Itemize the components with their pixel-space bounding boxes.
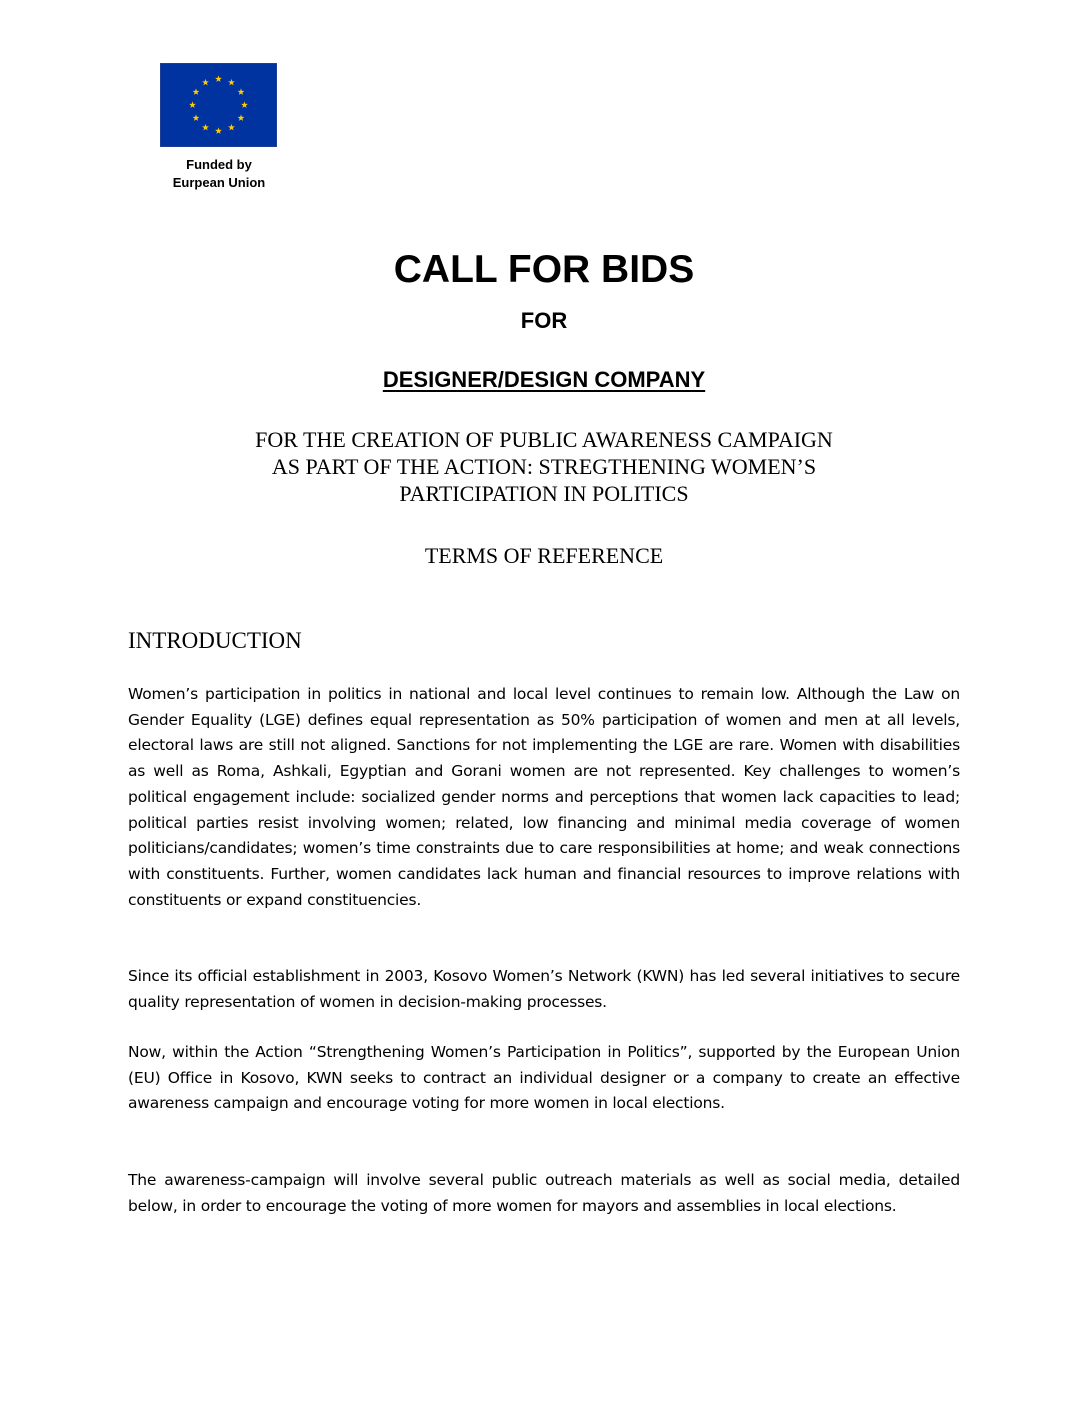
terms-of-reference-heading: TERMS OF REFERENCE xyxy=(424,543,664,568)
introduction-paragraph-2: Since its official establishment in 2003, Kosovo Women’s Network (KWN) has led several initiatives to secure quality representation of women in decision-making processes. xyxy=(128,967,960,1011)
eu-flag-icon xyxy=(160,63,277,147)
subtitle-line-1: FOR THE CREATION OF PUBLIC AWARENESS CAMPAIGN xyxy=(255,427,833,452)
introduction-paragraph-1: Women’s participation in politics in national and local level continues to remain low. Although the Law on Gender Equality (LGE) defines equal representation as 50% participation of women and men at all levels, electoral laws are still not aligned. Sanctions for not implementing the LGE are rare. Women with disabilities as well as Roma, Ashkali, Egyptian and Gorani women are not represented. Key challenges to women’s political engagement include: socialized gender norms and perceptions that women lack capacities to lead; political parties resist involving women; related, low financing and minimal media coverage of women politicians/candidates; women’s time constraints due to care responsibilities at home; and weak connections with constituents. Further, women candidates lack human and financial resources to improve relations with constituents or expand constituencies. xyxy=(128,685,960,909)
introduction-heading: INTRODUCTION xyxy=(128,628,302,653)
introduction-paragraph-3: Now, within the Action “Strengthening Women’s Participation in Politics”, supported by the European Union (EU) Office in Kosovo, KWN seeks to contract an individual designer or a company to create an effective awareness campaign and encourage voting for more women in local elections. xyxy=(128,1043,960,1113)
subtitle-line-3: PARTICIPATION IN POLITICS xyxy=(399,481,689,506)
designer-heading-text: DESIGNER/DESIGN COMPANY xyxy=(382,367,706,392)
funded-line-1: Funded by xyxy=(186,157,252,172)
document-title: CALL FOR BIDS xyxy=(393,248,695,291)
funded-by-caption xyxy=(140,156,298,192)
campaign-subtitle xyxy=(0,426,1088,507)
introduction-paragraph-4: The awareness-campaign will involve several public outreach materials as well as social media, detailed below, in order to encourage the voting of more women for mayors and assemblies in local elections. xyxy=(128,1171,960,1215)
funded-line-2: Eurpean Union xyxy=(172,175,266,190)
designer-heading xyxy=(0,366,1088,394)
for-label: FOR xyxy=(520,308,568,333)
subtitle-line-2: AS PART OF THE ACTION: STREGTHENING WOMEN’S xyxy=(271,454,817,479)
